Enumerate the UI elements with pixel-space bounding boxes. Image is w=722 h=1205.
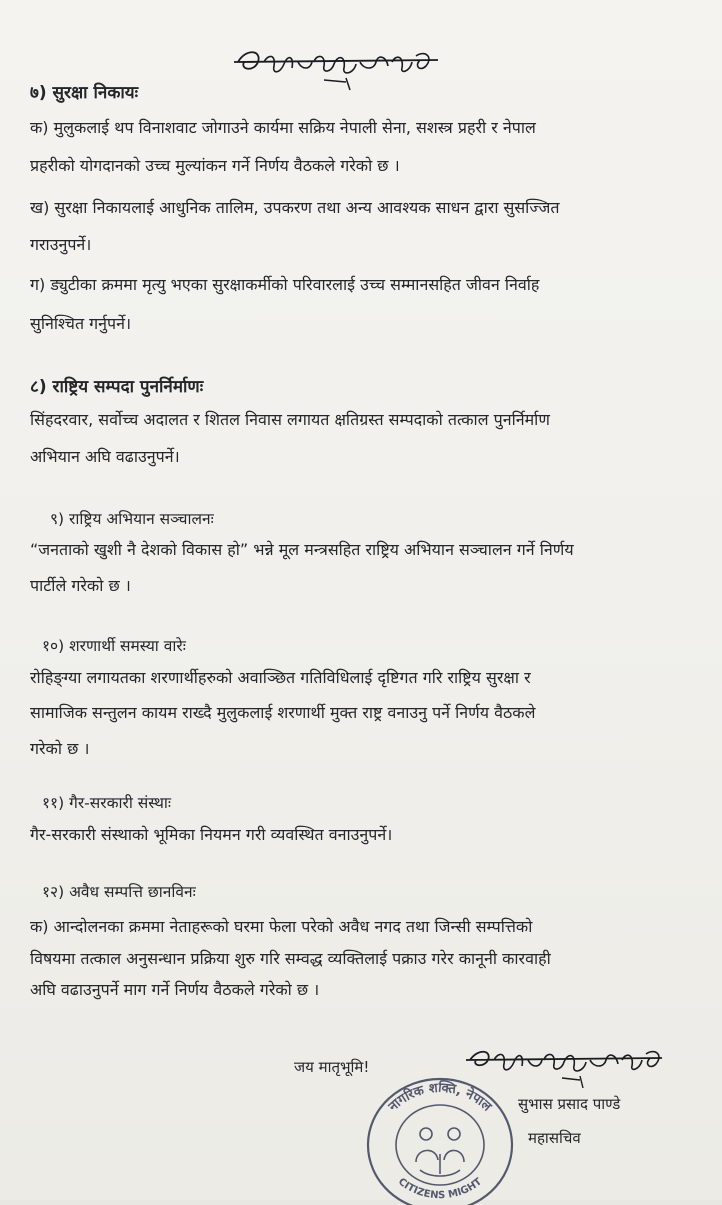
paragraph-line: रोहिङ्ग्या लगायतका शरणार्थीहरुको अवाञ्छित गतिविधिलाई दृष्टिगत गरि राष्ट्रिय सुरक्षा र	[30, 668, 531, 687]
section-heading-heritage: ८) राष्ट्रिय सम्पदा पुनर्निर्माणः	[30, 377, 204, 397]
paragraph-line: क) आन्दोलनका क्रममा नेताहरूको घरमा फेला परेको अवैध नगद तथा जिन्सी सम्पत्तिको	[30, 917, 533, 936]
closing-salutation: जय मातृभूमि!	[294, 1058, 370, 1076]
paragraph-line: अघि वढाउनुपर्ने माग गर्ने निर्णय वैठकले गरेको छ ।	[30, 980, 320, 999]
signatory-title: महासचिव	[528, 1129, 581, 1147]
section-heading-security: ७) सुरक्षा निकायः	[30, 83, 139, 103]
paragraph-line: सिंहदरवार, सर्वोच्च अदालत र शितल निवास लगायत क्षतिग्रस्त सम्पदाको तत्काल पुनर्निर्माण	[30, 410, 550, 429]
svg-text:नागरिक शक्ति, नेपाल: नागरिक शक्ति, नेपाल	[385, 1080, 495, 1115]
paragraph-line: “जनताको खुशी नै देशको विकास हो” भन्ने मूल मन्त्रसहित राष्ट्रिय अभियान सञ्चालन गर्ने निर्णय	[30, 540, 574, 559]
organization-seal-stamp	[360, 1070, 520, 1205]
svg-text:CITIZENS MIGHT: CITIZENS MIGHT	[395, 1176, 485, 1202]
paragraph-line: गैर-सरकारी संस्थाको भूमिका नियमन गरी व्यवस्थित वनाउनुपर्ने।	[30, 825, 393, 844]
paragraph-line: अभियान अघि वढाउनुपर्ने।	[30, 447, 180, 466]
section-heading-refugee: १०) शरणार्थी समस्या वारेः	[42, 637, 186, 655]
section-heading-campaign: ९) राष्ट्रिय अभियान सञ्चालनः	[50, 510, 214, 528]
signatory-name: सुभास प्रसाद पाण्डे	[518, 1095, 621, 1113]
paragraph-line: ग) ड्युटीका क्रममा मृत्यु भएका सुरक्षाकर्मीको परिवारलाई उच्च सम्मानसहित जीवन निर्वाह	[30, 275, 540, 294]
paragraph-line: विषयमा तत्काल अनुसन्धान प्रक्रिया शुरु गरि सम्वद्ध व्यक्तिलाई पक्राउ गरेर कानूनी कारवाही	[30, 949, 551, 968]
paragraph-line: पार्टीले गरेको छ ।	[30, 576, 131, 595]
section-heading-illegal-assets: १२) अवैध सम्पत्ति छानविनः	[42, 883, 196, 901]
paragraph-line: सुनिश्चित गर्नुपर्ने।	[30, 314, 132, 333]
handwritten-signature-top	[228, 40, 443, 102]
paragraph-line: ख) सुरक्षा निकायलाई आधुनिक तालिम, उपकरण तथा अन्य आवश्यक साधन द्वारा सुसज्जित	[30, 198, 560, 217]
paragraph-line: प्रहरीको योगदानको उच्च मुल्यांकन गर्ने निर्णय वैठकले गरेको छ ।	[30, 156, 400, 175]
paragraph-line: क) मुलुकलाई थप विनाशवाट जोगाउने कार्यमा सक्रिय नेपाली सेना, सशस्त्र प्रहरी र नेपाल	[30, 118, 536, 137]
paragraph-line: गरेको छ ।	[30, 739, 90, 758]
paragraph-line: सामाजिक सन्तुलन कायम राख्दै मुलुकलाई शरणार्थी मुक्त राष्ट्र वनाउनु पर्ने निर्णय वैठकले	[30, 703, 536, 722]
paragraph-line: गराउनुपर्ने।	[30, 235, 92, 254]
section-heading-ngo: ११) गैर-सरकारी संस्थाः	[42, 794, 172, 812]
